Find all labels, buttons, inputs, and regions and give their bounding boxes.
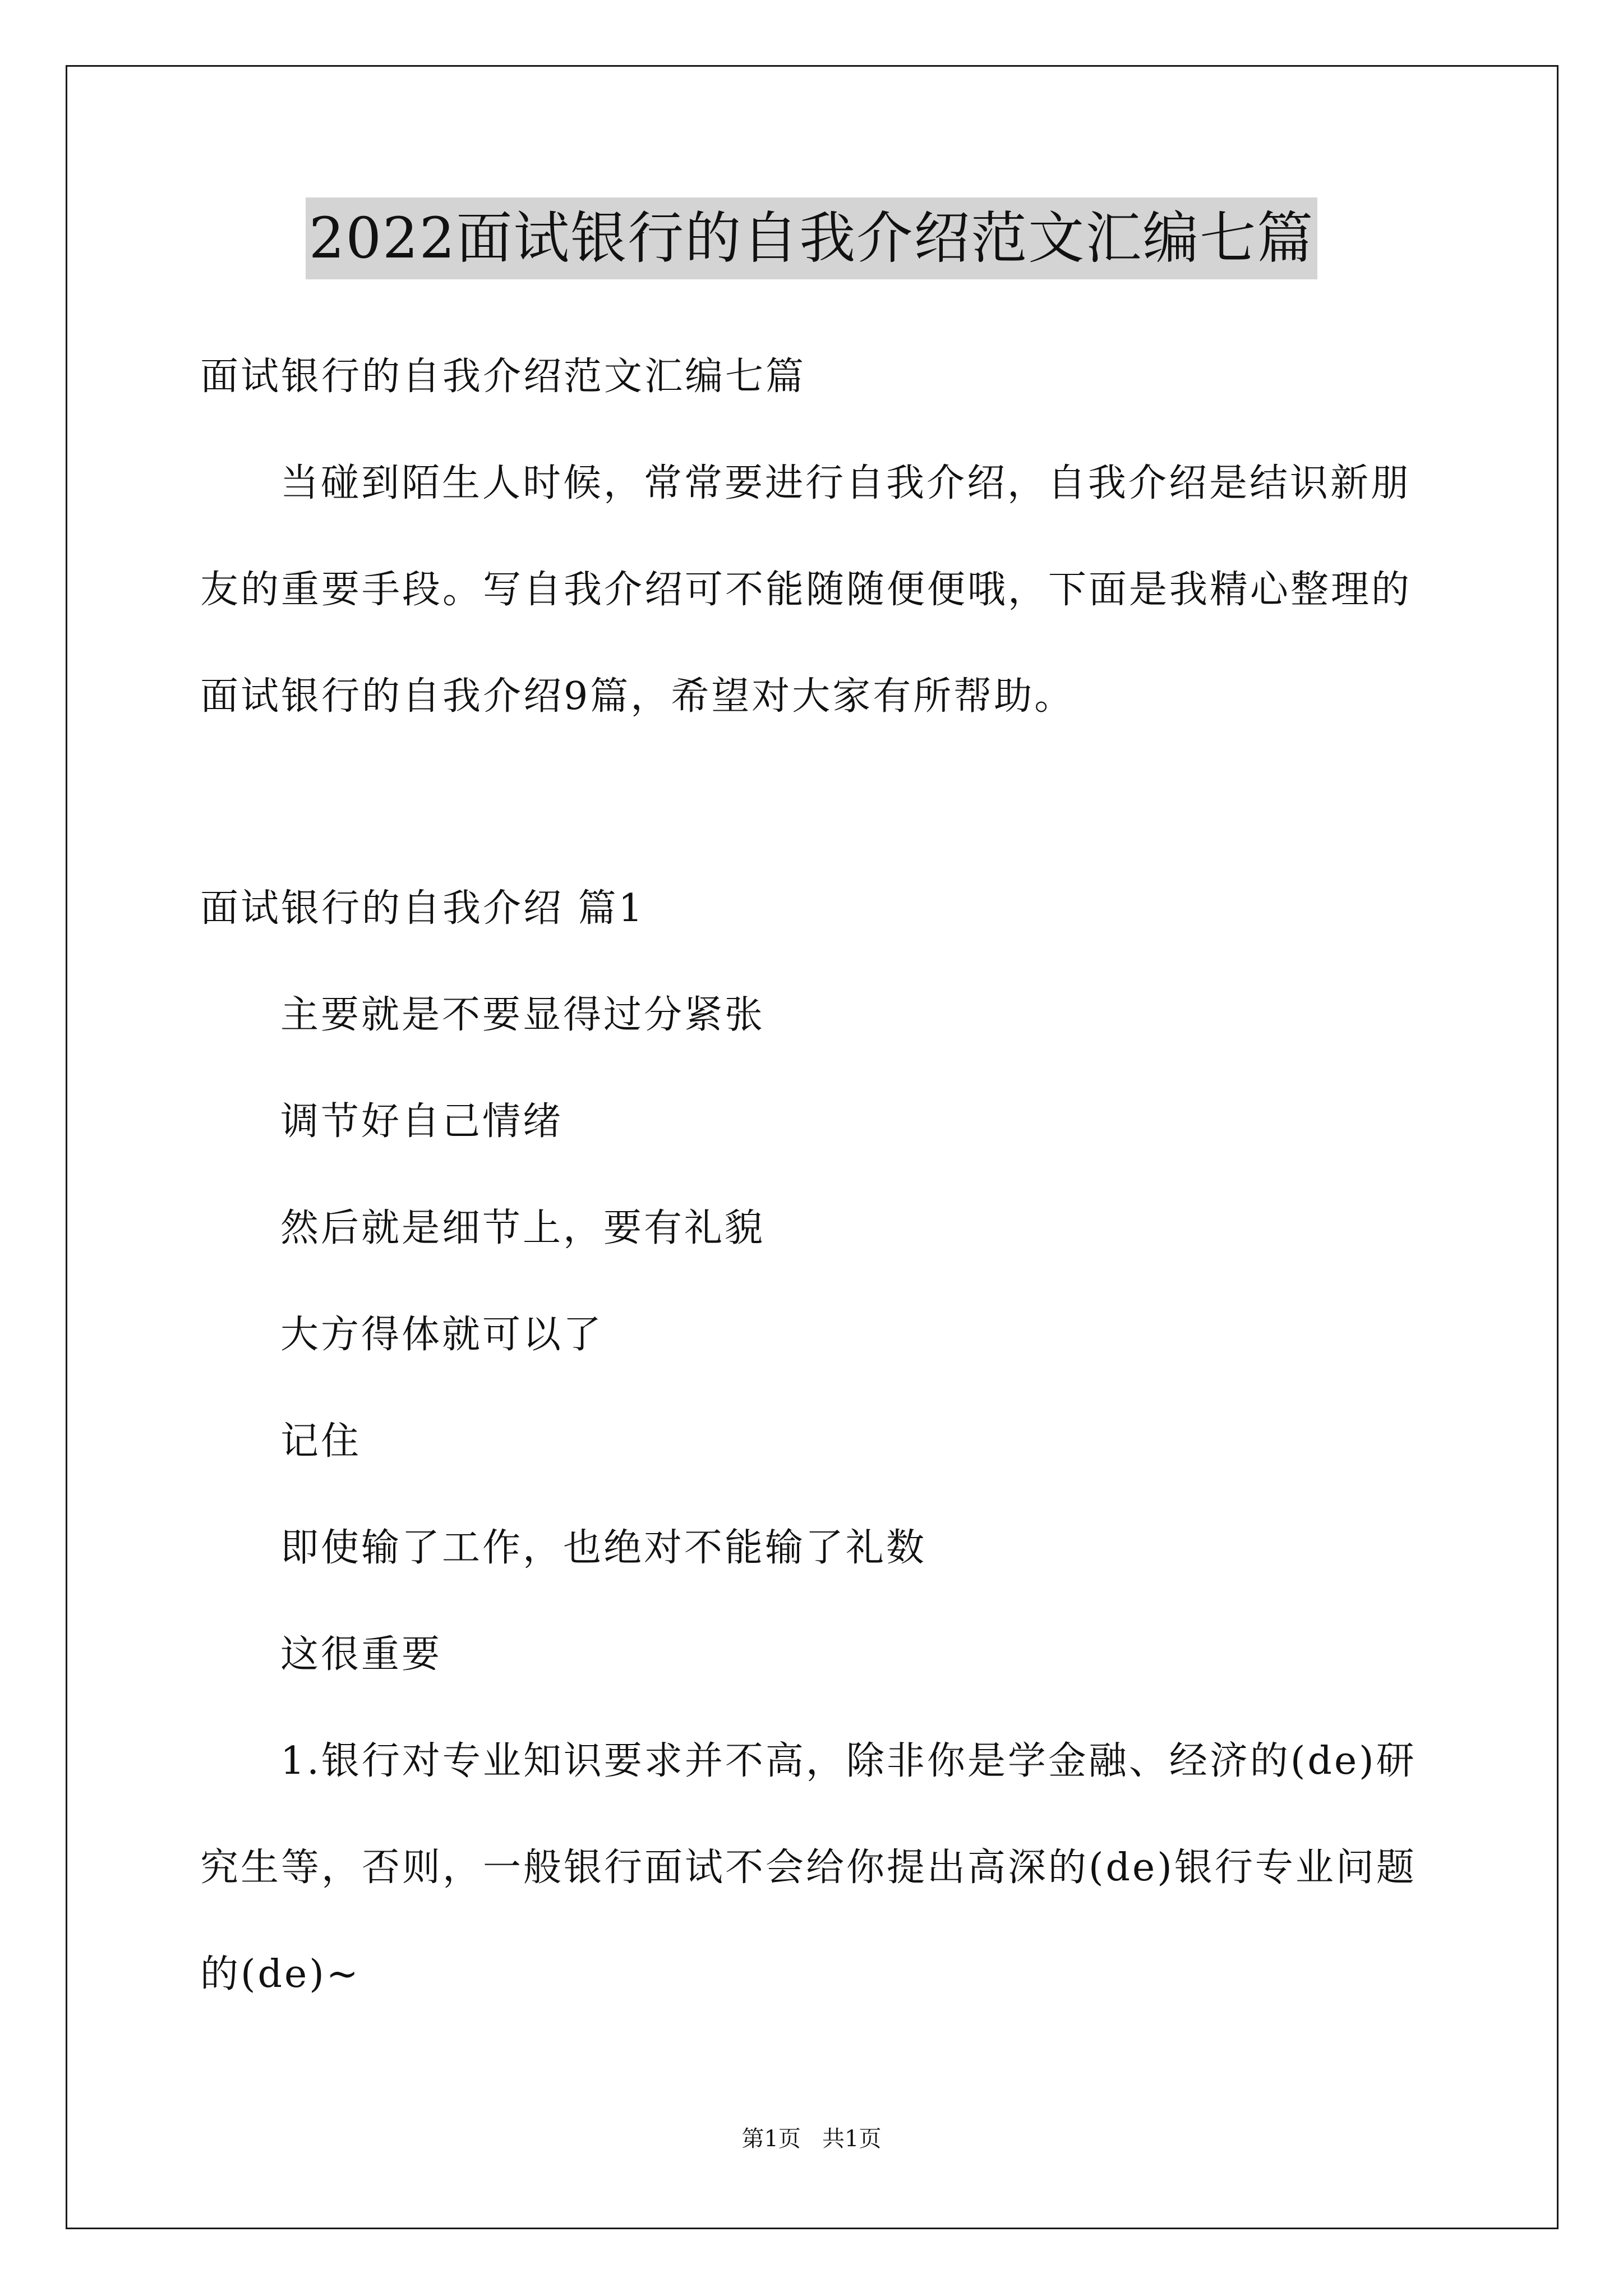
- intro-line-2: 友的重要手段。写自我介绍可不能随随便便哦，下面是我精心整理的: [200, 568, 1412, 612]
- page-footer: 第1页 共1页: [741, 2126, 882, 2152]
- document-title: 2022面试银行的自我介绍范文汇编七篇: [306, 197, 1318, 279]
- tip-line: 大方得体就可以了: [280, 1313, 604, 1357]
- tip-line: 即使输了工作，也绝对不能输了礼数: [280, 1526, 927, 1570]
- intro-line-3: 面试银行的自我介绍9篇，希望对大家有所帮助。: [200, 674, 1075, 719]
- section-heading: 面试银行的自我介绍 篇1: [200, 886, 645, 931]
- tip-line: 记住: [280, 1419, 362, 1464]
- tip-line: 这很重要: [280, 1632, 442, 1677]
- point1-line-1: 1.银行对专业知识要求并不高，除非你是学金融、经济的(de)研: [280, 1739, 1417, 1783]
- title-wrapper: [0, 197, 1623, 279]
- intro-line-1: 当碰到陌生人时候，常常要进行自我介绍，自我介绍是结识新朋: [280, 461, 1412, 505]
- point1-line-3: 的(de)~: [200, 1952, 361, 1996]
- tip-line: 调节好自己情绪: [280, 1099, 564, 1144]
- tip-line: 主要就是不要显得过分紧张: [280, 993, 766, 1037]
- document-subtitle: 面试银行的自我介绍范文汇编七篇: [200, 355, 806, 399]
- tip-line: 然后就是细节上，要有礼貌: [280, 1206, 766, 1250]
- point1-line-2: 究生等，否则，一般银行面试不会给你提出高深的(de)银行专业问题: [200, 1846, 1417, 1890]
